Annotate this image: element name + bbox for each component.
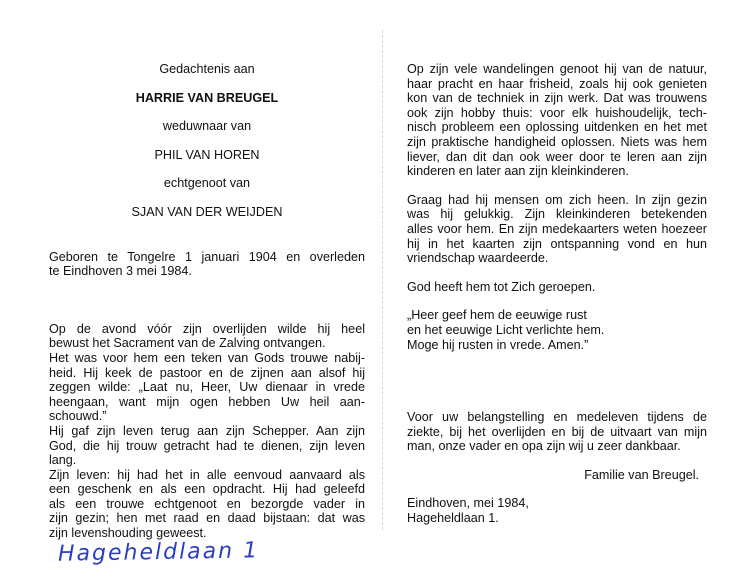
left-column xyxy=(49,56,365,541)
people-paragraph xyxy=(407,193,707,266)
birth-line: te Eindhoven 3 mei 1984. xyxy=(49,264,192,279)
place-date: Eindhoven, mei 1984, xyxy=(407,496,529,511)
body-line: kon van de techniek in zijn werk. Dat was trouwens xyxy=(407,91,707,106)
body-line: een geschenk en als een opdracht. Hij had geleefd xyxy=(49,482,365,497)
body-line: Zijn leven: hij had het in alle eenvoud aanvaard als xyxy=(49,467,365,482)
body-line: heid. Hij keek de pastoor en de zijnen aan alsof hij xyxy=(49,365,365,380)
family-signature: Familie van Breugel. xyxy=(584,467,699,482)
in-memory-label: Gedachtenis aan xyxy=(159,62,255,76)
address: Hageheldlaan 1. xyxy=(407,511,499,526)
memorial-heading xyxy=(49,62,365,220)
first-wife-name: PHIL VAN HOREN xyxy=(154,147,260,162)
body-line: zijn gezin; hen met raad en daad bijstaan: dat was xyxy=(49,511,365,526)
body-line: man, onze vader en opa zijn wij u zeer dankbaar. xyxy=(407,439,681,454)
prayer-line: Moge hij rusten in vrede. Amen.” xyxy=(407,337,589,352)
body-line: Op de avond vóór zijn overlijden wilde hij heel xyxy=(49,321,365,336)
body-line: vriendschap waardeerde. xyxy=(407,251,549,266)
deceased-name: HARRIE VAN BREUGEL xyxy=(135,90,279,105)
body-line: Hij gaf zijn leven terug aan zijn Schepper. Aan zijn xyxy=(49,423,365,438)
body-line: bewust het Sacrament van de Zalving ontvangen. xyxy=(49,336,326,351)
handwritten-address: Hageheldlaan 1 xyxy=(57,538,260,567)
body-line: zijn levenshouding geweest. xyxy=(49,526,207,541)
life-paragraph xyxy=(49,322,365,541)
body-line: alles voor hem. En zijn medekaarters weten hoezeer xyxy=(407,221,707,236)
body-line: heengaan, want mijn ogen hebben Uw heil aan- xyxy=(49,394,365,409)
thanks-paragraph xyxy=(407,410,707,454)
fold-line xyxy=(382,30,383,530)
body-line: liever, dan dit dan ook weer door te leren aan zijn xyxy=(407,149,707,164)
spouse-label: echtgenoot van xyxy=(163,176,251,191)
prayer-line: „Heer geef hem de eeuwige rust xyxy=(407,308,587,323)
prayer xyxy=(407,308,707,352)
body-line: kinderen en later aan zijn kleinkinderen. xyxy=(407,164,629,179)
birth-paragraph xyxy=(49,250,365,279)
birth-line: Geboren te Tongelre 1 januari 1904 en overleden xyxy=(49,249,365,264)
body-line: schouwd.” xyxy=(49,409,107,424)
body-line: hij in het kaarten zijn ontspanning vond en hun xyxy=(407,236,707,251)
place-and-address xyxy=(407,496,707,525)
body-line: zijn praktische handigheid oplossen. Niets was hem xyxy=(407,134,707,149)
body-line: Graag had hij mensen om zich heen. In zijn gezin xyxy=(407,192,707,207)
body-line: nisch probleem een oplossing uitdenken en het met xyxy=(407,120,707,135)
body-line: ziekte, bij het overlijden en bij de uitvaart van mijn xyxy=(407,424,707,439)
body-line: Voor uw belangstelling en medeleven tijdens de xyxy=(407,410,707,425)
nature-paragraph xyxy=(407,62,707,179)
right-column xyxy=(407,56,707,526)
god-called-line: God heeft hem tot Zich geroepen. xyxy=(407,279,596,294)
body-line: Op zijn vele wandelingen genoot hij van de natuur, xyxy=(407,62,707,76)
body-line: haar pracht en haar frisheid, zoals hij ook genieten xyxy=(407,76,707,91)
widower-label: weduwnaar van xyxy=(162,119,252,134)
body-line: als een trouwe echtgenoot en bezorgde vader in xyxy=(49,496,365,511)
body-line: zeggen wilde: „Laat nu, Heer, Uw dienaar in vrede xyxy=(49,380,365,395)
second-wife-name: SJAN VAN DER WEIJDEN xyxy=(131,204,283,219)
body-line: God, die hij trouw getracht had te dienen, zijn leven xyxy=(49,438,365,453)
prayer-line: en het eeuwige Licht verlichte hem. xyxy=(407,322,605,337)
body-line: was hij gelukkig. Zijn kleinkinderen betekenden xyxy=(407,207,707,222)
body-line: lang. xyxy=(49,453,77,468)
body-line: ook zijn hobby thuis: voor elk huishoudelijk, tech- xyxy=(407,105,707,120)
body-line: Het was voor hem een teken van Gods trouwe nabij- xyxy=(49,350,365,365)
